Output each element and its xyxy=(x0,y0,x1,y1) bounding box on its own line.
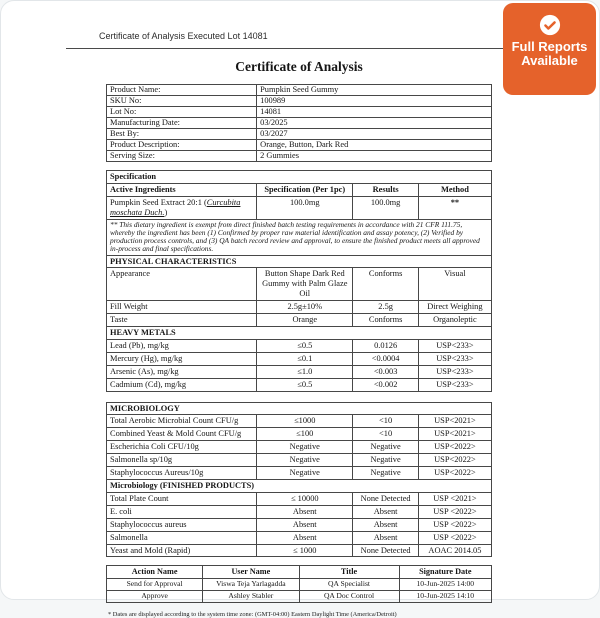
approval-row xyxy=(107,591,492,603)
product-info-value: 100989 xyxy=(257,96,492,107)
product-info-row xyxy=(107,107,492,118)
product-info-row xyxy=(107,118,492,129)
test-method-cell: Organoleptic xyxy=(418,314,491,327)
col-method: Method xyxy=(418,183,491,196)
test-row xyxy=(107,492,492,505)
product-info-label: Product Description: xyxy=(107,140,257,151)
col-action-name: Action Name xyxy=(107,566,203,579)
section-header: PHYSICAL CHARACTERISTICS xyxy=(107,255,492,268)
test-result-cell: Conforms xyxy=(353,268,418,301)
test-result-cell: None Detected xyxy=(353,492,418,505)
test-method-cell: USP<233> xyxy=(418,352,491,365)
test-row xyxy=(107,505,492,518)
product-info-label: Product Name: xyxy=(107,85,257,96)
timezone-footnote: * Dates are displayed according to the system time zone: (GMT-04:00) Eastern Daylight Time (America/Detroit) xyxy=(108,610,397,618)
col-title: Title xyxy=(299,566,399,579)
product-info-label: SKU No: xyxy=(107,96,257,107)
test-method-cell: USP<233> xyxy=(418,365,491,378)
test-method-cell: USP <2022> xyxy=(418,531,491,544)
specification-body xyxy=(107,171,492,392)
test-name-cell: Combined Yeast & Mold Count CFU/g xyxy=(107,428,257,441)
test-method-cell: AOAC 2014.05 xyxy=(418,544,491,557)
badge-label-line2: Available xyxy=(521,53,578,69)
product-info-value: 03/2027 xyxy=(257,129,492,140)
approval-table xyxy=(106,565,492,603)
product-info-row xyxy=(107,85,492,96)
product-info-value: 2 Gummies xyxy=(257,151,492,162)
product-info-body xyxy=(107,85,492,162)
product-info-value: Orange, Button, Dark Red xyxy=(257,140,492,151)
test-result-cell: <0.003 xyxy=(353,365,418,378)
species-name: Curcubita moschata Duch. xyxy=(110,197,241,217)
test-name-cell: Mercury (Hg), mg/kg xyxy=(107,352,257,365)
ingredient-spec-cell: 100.0mg xyxy=(257,196,353,219)
test-spec-cell: Negative xyxy=(257,454,353,467)
approval-date-cell: 10-Jun-2025 14:00 xyxy=(399,579,491,591)
certificate-document xyxy=(106,59,492,618)
test-spec-cell: ≤0.5 xyxy=(257,378,353,391)
product-info-value: 03/2025 xyxy=(257,118,492,129)
test-name-cell: Lead (Pb), mg/kg xyxy=(107,339,257,352)
test-method-cell: USP<2022> xyxy=(418,454,491,467)
test-method-cell: USP <2022> xyxy=(418,505,491,518)
test-row xyxy=(107,378,492,391)
test-result-cell: Absent xyxy=(353,531,418,544)
test-spec-cell: ≤0.5 xyxy=(257,339,353,352)
test-method-cell: USP<233> xyxy=(418,339,491,352)
approval-user-cell: Viswa Teja Yarlagadda xyxy=(203,579,299,591)
product-info-label: Best By: xyxy=(107,129,257,140)
test-spec-cell: Negative xyxy=(257,441,353,454)
col-user-name: User Name xyxy=(203,566,299,579)
approval-header-row xyxy=(107,566,492,579)
test-spec-cell: Absent xyxy=(257,518,353,531)
microbiology-body xyxy=(107,402,492,557)
product-info-row xyxy=(107,151,492,162)
test-result-cell: Negative xyxy=(353,441,418,454)
test-method-cell: Direct Weighing xyxy=(418,301,491,314)
test-spec-cell: Absent xyxy=(257,505,353,518)
test-spec-cell: ≤ 10000 xyxy=(257,492,353,505)
test-result-cell: Negative xyxy=(353,454,418,467)
test-method-cell: USP<2021> xyxy=(418,415,491,428)
product-info-row xyxy=(107,129,492,140)
test-name-cell: Staphylococcus Aureus/10g xyxy=(107,467,257,480)
product-info-label: Serving Size: xyxy=(107,151,257,162)
product-info-row xyxy=(107,96,492,107)
test-result-cell: Absent xyxy=(353,505,418,518)
spec-section-title: Specification xyxy=(107,171,492,184)
test-name-cell: Total Aerobic Microbial Count CFU/g xyxy=(107,415,257,428)
test-method-cell: USP<2022> xyxy=(418,441,491,454)
test-name-cell: Arsenic (As), mg/kg xyxy=(107,365,257,378)
col-results: Results xyxy=(353,183,418,196)
product-info-row xyxy=(107,140,492,151)
test-method-cell: Visual xyxy=(418,268,491,301)
full-reports-badge[interactable] xyxy=(503,3,596,95)
badge-label xyxy=(512,40,588,69)
approval-date-cell: 10-Jun-2025 14:10 xyxy=(399,591,491,603)
test-method-cell: USP <2022> xyxy=(418,518,491,531)
approval-title-cell: QA Doc Control xyxy=(299,591,399,603)
test-method-cell: USP<2021> xyxy=(418,428,491,441)
test-row xyxy=(107,467,492,480)
test-spec-cell: ≤1.0 xyxy=(257,365,353,378)
test-spec-cell: Negative xyxy=(257,467,353,480)
test-spec-cell: 2.5g±10% xyxy=(257,301,353,314)
test-row xyxy=(107,268,492,301)
ingredient-name-cell xyxy=(107,196,257,219)
product-info-label: Manufacturing Date: xyxy=(107,118,257,129)
test-result-cell: <0.002 xyxy=(353,378,418,391)
test-result-cell: <10 xyxy=(353,415,418,428)
test-result-cell: <10 xyxy=(353,428,418,441)
test-result-cell: Negative xyxy=(353,467,418,480)
test-method-cell: USP <2021> xyxy=(418,492,491,505)
exemption-note: ** This dietary ingredient is exempt from direct finished batch testing requirements in accordance with 21 CFR 111.75, whereby the ingredient has been (1) Confirmed by proper raw material identification and assay potency, (2) Verified by production process controls, and (3) QA batch record review and approval, to ensure the finished product meets all approved in-process and final specifications. xyxy=(107,219,492,255)
test-row xyxy=(107,531,492,544)
product-info-label: Lot No: xyxy=(107,107,257,118)
section-header-row xyxy=(107,255,492,268)
test-name-cell: Appearance xyxy=(107,268,257,301)
section-header-row xyxy=(107,402,492,415)
test-name-cell: Cadmium (Cd), mg/kg xyxy=(107,378,257,391)
col-specification: Specification (Per 1pc) xyxy=(257,183,353,196)
approval-action-cell: Send for Approval xyxy=(107,579,203,591)
test-name-cell: Yeast and Mold (Rapid) xyxy=(107,544,257,557)
test-name-cell: Total Plate Count xyxy=(107,492,257,505)
test-spec-cell: Orange xyxy=(257,314,353,327)
test-row xyxy=(107,454,492,467)
test-row xyxy=(107,352,492,365)
test-row xyxy=(107,301,492,314)
test-spec-cell: ≤ 1000 xyxy=(257,544,353,557)
product-info-table xyxy=(106,84,492,162)
test-name-cell: Fill Weight xyxy=(107,301,257,314)
test-result-cell: <0.0004 xyxy=(353,352,418,365)
col-active-ingredients: Active Ingredients xyxy=(107,183,257,196)
test-spec-cell: Button Shape Dark Red Gummy with Palm Glaze Oil xyxy=(257,268,353,301)
product-info-value: Pumpkin Seed Gummy xyxy=(257,85,492,96)
badge-label-line1: Full Reports xyxy=(511,39,588,54)
col-signature-date: Signature Date xyxy=(399,566,491,579)
test-row xyxy=(107,441,492,454)
spec-column-header-row xyxy=(107,183,492,196)
active-ingredient-row xyxy=(107,196,492,219)
microbiology-table xyxy=(106,402,492,558)
test-spec-cell: ≤0.1 xyxy=(257,352,353,365)
approval-title-cell: QA Specialist xyxy=(299,579,399,591)
exemption-note-row xyxy=(107,219,492,255)
test-name-cell: Escherichia Coli CFU/10g xyxy=(107,441,257,454)
test-result-cell: None Detected xyxy=(353,544,418,557)
approval-action-cell: Approve xyxy=(107,591,203,603)
approval-body xyxy=(107,566,492,603)
test-result-cell: Conforms xyxy=(353,314,418,327)
test-name-cell: Staphylococcus aureus xyxy=(107,518,257,531)
test-result-cell: Absent xyxy=(353,518,418,531)
section-header: HEAVY METALS xyxy=(107,327,492,340)
viewer-header-title: Certificate of Analysis Executed Lot 14081 xyxy=(99,31,268,41)
test-row xyxy=(107,428,492,441)
test-row xyxy=(107,365,492,378)
test-row xyxy=(107,518,492,531)
product-info-value: 14081 xyxy=(257,107,492,118)
spec-section-title-row xyxy=(107,171,492,184)
section-header-row xyxy=(107,327,492,340)
ingredient-name-suffix: ) xyxy=(164,207,168,217)
test-method-cell: USP<233> xyxy=(418,378,491,391)
approval-row xyxy=(107,579,492,591)
ingredient-result-cell: 100.0mg xyxy=(353,196,418,219)
test-row xyxy=(107,544,492,557)
test-row xyxy=(107,314,492,327)
test-spec-cell: ≤100 xyxy=(257,428,353,441)
test-row xyxy=(107,415,492,428)
check-icon xyxy=(539,14,561,36)
test-name-cell: Salmonella sp/10g xyxy=(107,454,257,467)
ingredient-method-cell: ** xyxy=(418,196,491,219)
test-name-cell: E. coli xyxy=(107,505,257,518)
test-result-cell: 0.0126 xyxy=(353,339,418,352)
test-spec-cell: ≤1000 xyxy=(257,415,353,428)
document-title: Certificate of Analysis xyxy=(235,59,363,74)
test-method-cell: USP<2022> xyxy=(418,467,491,480)
approval-user-cell: Ashley Stabler xyxy=(203,591,299,603)
ingredient-name: Pumpkin Seed Extract 20:1 ( xyxy=(110,197,207,207)
test-name-cell: Salmonella xyxy=(107,531,257,544)
test-spec-cell: Absent xyxy=(257,531,353,544)
section-header-row xyxy=(107,479,492,492)
header-divider xyxy=(66,48,506,49)
specification-table xyxy=(106,170,492,392)
test-name-cell: Taste xyxy=(107,314,257,327)
test-row xyxy=(107,339,492,352)
test-result-cell: 2.5g xyxy=(353,301,418,314)
section-header: MICROBIOLOGY xyxy=(107,402,492,415)
section-header: Microbiology (FINISHED PRODUCTS) xyxy=(107,479,492,492)
